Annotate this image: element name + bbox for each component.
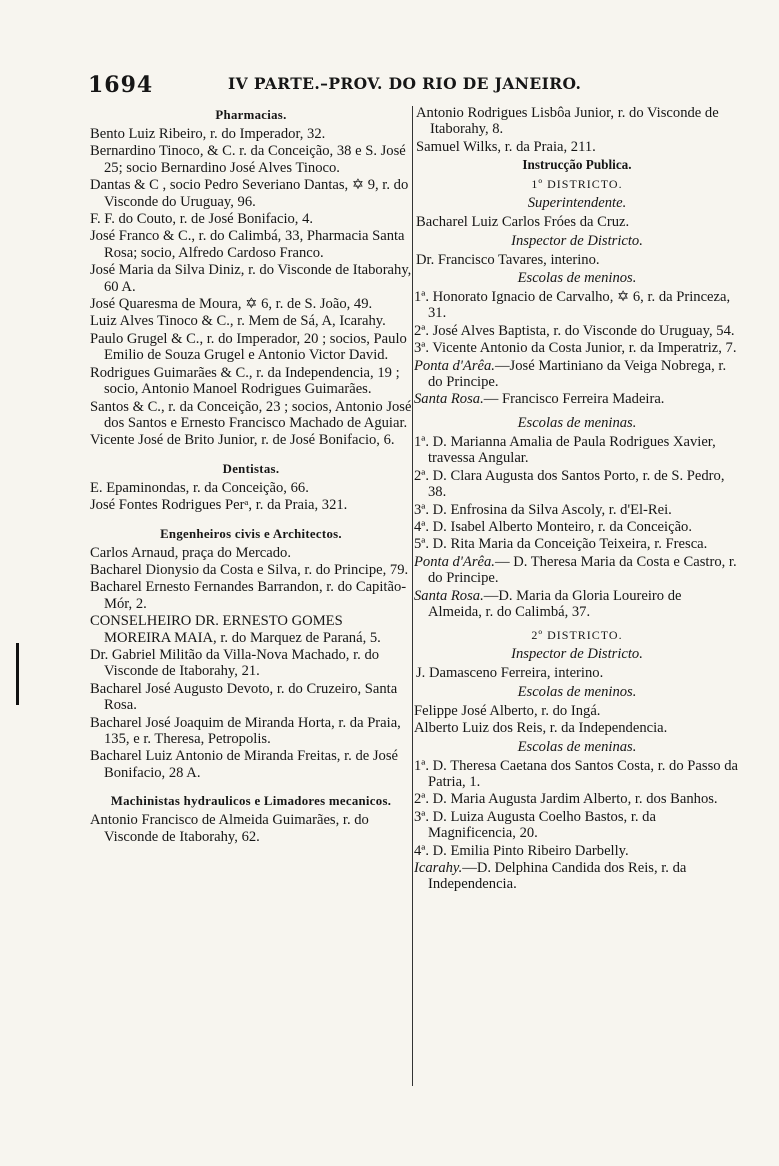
district-1-meninas-label: Escolas de meninas. <box>517 414 637 431</box>
school-entry <box>416 860 738 893</box>
school-entry <box>416 434 738 467</box>
school-entry <box>416 758 738 791</box>
school-entry <box>416 502 738 518</box>
school-entry <box>416 588 738 621</box>
dentista-entry: José Fontes Rodrigues Perᵃ, r. da Praia, 321. <box>90 497 348 514</box>
district-2-meninas-label: Escolas de meninas. <box>517 738 637 755</box>
superintendente-entry: Bacharel Luiz Carlos Fróes da Cruz. <box>416 214 630 231</box>
district-2-label: 2º DISTRICTO. <box>531 628 623 643</box>
pharmacia-entry: Rodrigues Guimarães & C., r. da Independencia, 19 ; socio, Antonio Manoel Rodrigues Guimarães. <box>90 364 400 398</box>
school-entry <box>416 391 738 407</box>
dentista-entry: E. Epaminondas, r. da Conceição, 66. <box>90 479 309 496</box>
school-entry <box>416 791 738 807</box>
continued-entry: Antonio Rodrigues Lisbôa Junior, r. do Visconde de Itaborahy, 8. <box>416 105 719 138</box>
school-text: 5ª. D. Rita Maria da Conceição Teixeira, r. Fresca. <box>414 536 708 553</box>
margin-mark <box>16 643 19 705</box>
school-text: Alberto Luiz dos Reis, r. da Independencia. <box>414 720 668 737</box>
school-text: 1ª. Honorato Ignacio de Carvalho, ✡ 6, r. da Princeza, 31. <box>414 289 731 322</box>
school-entry <box>416 843 738 859</box>
school-entry <box>416 720 738 736</box>
school-text: 2ª. D. Maria Augusta Jardim Alberto, r. dos Banhos. <box>414 791 718 808</box>
district-1-meninas-list <box>416 434 738 620</box>
machinista-entry: Antonio Francisco de Almeida Guimarães, r. do Visconde de Itaborahy, 62. <box>90 812 369 845</box>
school-text: 4ª. D. Emilia Pinto Ribeiro Darbelly. <box>414 842 629 859</box>
school-entry <box>416 468 738 501</box>
school-text: —José Martiniano da Veiga Nobrega, r. do Principe. <box>428 357 727 391</box>
pharmacia-entry: Dantas & C , socio Pedro Severiano Dantas, ✡ 9, r. do Visconde do Uruguay, 96. <box>90 177 409 210</box>
school-text: 1ª. D. Marianna Amalia de Paula Rodrigues Xavier, travessa Angular. <box>414 433 716 467</box>
machinistas-list <box>90 812 412 845</box>
continued-list <box>416 105 738 155</box>
pharmacia-entry: Paulo Grugel & C., r. do Imperador, 20 ; socios, Paulo Emilio de Souza Grugel e Antonio Victor David. <box>90 330 407 364</box>
school-entry <box>416 289 738 322</box>
district-1-meninos-list <box>416 289 738 408</box>
pharmacia-entry: José Maria da Silva Diniz, r. do Visconde de Itaborahy, 60 A. <box>90 262 412 295</box>
left-column <box>90 104 412 845</box>
school-text: — D. Theresa Maria da Costa e Castro, r. do Principe. <box>428 553 737 587</box>
page-number: 1694 <box>88 72 154 98</box>
school-entry <box>416 703 738 719</box>
pharmacia-entry: Vicente José de Brito Junior, r. de José Bonifacio, 6. <box>90 432 395 449</box>
school-entry <box>416 358 738 391</box>
school-entry <box>416 340 738 356</box>
district-2-meninas-list <box>416 758 738 893</box>
school-text: 2ª. José Alves Baptista, r. do Visconde do Uruguay, 54. <box>414 322 735 339</box>
district-1-inspector: Dr. Francisco Tavares, interino. <box>416 251 600 268</box>
school-locality: Santa Rosa. <box>414 391 484 408</box>
pharmacia-entry: Santos & C., r. da Conceição, 23 ; socios, Antonio José dos Santos e Ernesto Francisco Machado de Aguiar. <box>90 398 412 431</box>
engenheiro-entry: Bacharel Luiz Antonio de Miranda Freitas, r. de José Bonifacio, 28 A. <box>90 748 399 781</box>
district-2-inspector-label: Inspector de Districto. <box>511 646 643 663</box>
pharmacia-entry: Bernardino Tinoco, & C. r. da Conceição, 38 e S. José 25; socio Bernardino José Alves Tinoco. <box>90 143 406 176</box>
dentistas-list <box>90 480 412 514</box>
superintendente-label: Superintendente. <box>527 195 627 212</box>
engenheiro-entry: Bacharel José Augusto Devoto, r. do Cruzeiro, Santa Rosa. <box>90 680 398 714</box>
school-locality: Ponta d'Arêa. <box>414 357 495 374</box>
school-entry <box>416 536 738 552</box>
school-entry <box>416 554 738 587</box>
column-divider <box>412 106 413 1086</box>
section-heading-dentistas: Dentistas. <box>222 461 280 476</box>
school-locality: Icarahy. <box>414 860 463 876</box>
district-1-label: 1º DISTRICTO. <box>531 177 623 192</box>
pharmacias-list <box>90 126 412 449</box>
engenheiro-entry: Dr. Gabriel Militão da Villa-Nova Machado, r. do Visconde de Itaborahy, 21. <box>90 646 380 680</box>
school-text: Felippe José Alberto, r. do Ingá. <box>414 702 601 719</box>
district-1-meninos-label: Escolas de meninos. <box>517 270 637 287</box>
school-entry <box>416 809 738 842</box>
school-locality: Santa Rosa. <box>414 587 484 604</box>
school-text: 3ª. D. Enfrosina da Silva Ascoly, r. d'El-Rei. <box>414 501 672 518</box>
engenheiro-entry: Bacharel Dionysio da Costa e Silva, r. do Principe, 79. <box>90 561 409 578</box>
district-2-meninos-list <box>416 703 738 737</box>
engenheiro-entry: CONSELHEIRO DR. ERNESTO GOMES MOREIRA MAIA, r. do Marquez de Paraná, 5. <box>90 613 381 646</box>
school-entry <box>416 519 738 535</box>
section-heading-engenheiros: Engenheiros civis e Architectos. <box>160 526 342 541</box>
running-title: IV PARTE.–PROV. DO RIO DE JANEIRO. <box>228 74 582 93</box>
school-text: — Francisco Ferreira Madeira. <box>483 391 665 408</box>
school-text: 3ª. D. Luiza Augusta Coelho Bastos, r. da Magnificencia, 20. <box>414 808 656 842</box>
continued-entry: Samuel Wilks, r. da Praia, 211. <box>416 138 596 155</box>
engenheiro-entry: Carlos Arnaud, praça do Mercado. <box>90 544 291 561</box>
right-column <box>416 104 738 893</box>
school-text: —D. Delphina Candida dos Reis, r. da Independencia. <box>428 860 687 893</box>
engenheiro-entry: Bacharel Ernesto Fernandes Barrandon, r. do Capitão-Mór, 2. <box>90 579 407 612</box>
section-heading-machinistas: Machinistas hydraulicos e Limadores mecanicos. <box>110 794 392 809</box>
pharmacia-entry: Bento Luiz Ribeiro, r. do Imperador, 32. <box>90 126 326 142</box>
school-text: —D. Maria da Gloria Loureiro de Almeida, r. do Calimbá, 37. <box>428 587 682 620</box>
district-1-inspector-label: Inspector de Districto. <box>511 232 643 249</box>
pharmacia-entry: F. F. do Couto, r. de José Bonifacio, 4. <box>90 211 314 228</box>
district-2-meninos-label: Escolas de meninos. <box>517 683 637 700</box>
school-text: 1ª. D. Theresa Caetana dos Santos Costa, r. do Passo da Patria, 1. <box>414 757 738 790</box>
engenheiros-list <box>90 545 412 782</box>
pharmacia-entry: Luiz Alves Tinoco & C., r. Mem de Sá, A, Icarahy. <box>90 313 386 330</box>
section-heading-pharmacias: Pharmacias. <box>215 108 287 122</box>
school-entry <box>416 323 738 339</box>
district-2-inspector: J. Damasceno Ferreira, interino. <box>416 665 604 682</box>
school-text: 3ª. Vicente Antonio da Costa Junior, r. da Imperatriz, 7. <box>414 340 737 357</box>
pharmacia-entry: José Franco & C., r. do Calimbá, 33, Pharmacia Santa Rosa; socio, Alfredo Cardoso Franco. <box>90 228 405 261</box>
school-text: 4ª. D. Isabel Alberto Monteiro, r. da Conceição. <box>414 518 692 535</box>
school-locality: Ponta d'Arêa. <box>414 553 495 570</box>
school-text: 2ª. D. Clara Augusta dos Santos Porto, r. de S. Pedro, 38. <box>414 467 725 501</box>
pharmacia-entry: José Quaresma de Moura, ✡ 6, r. de S. João, 49. <box>90 296 373 313</box>
engenheiro-entry: Bacharel José Joaquim de Miranda Horta, r. da Praia, 135, e r. Theresa, Petropolis. <box>90 714 401 747</box>
section-heading-instruccao: Instrucção Publica. <box>522 157 632 173</box>
